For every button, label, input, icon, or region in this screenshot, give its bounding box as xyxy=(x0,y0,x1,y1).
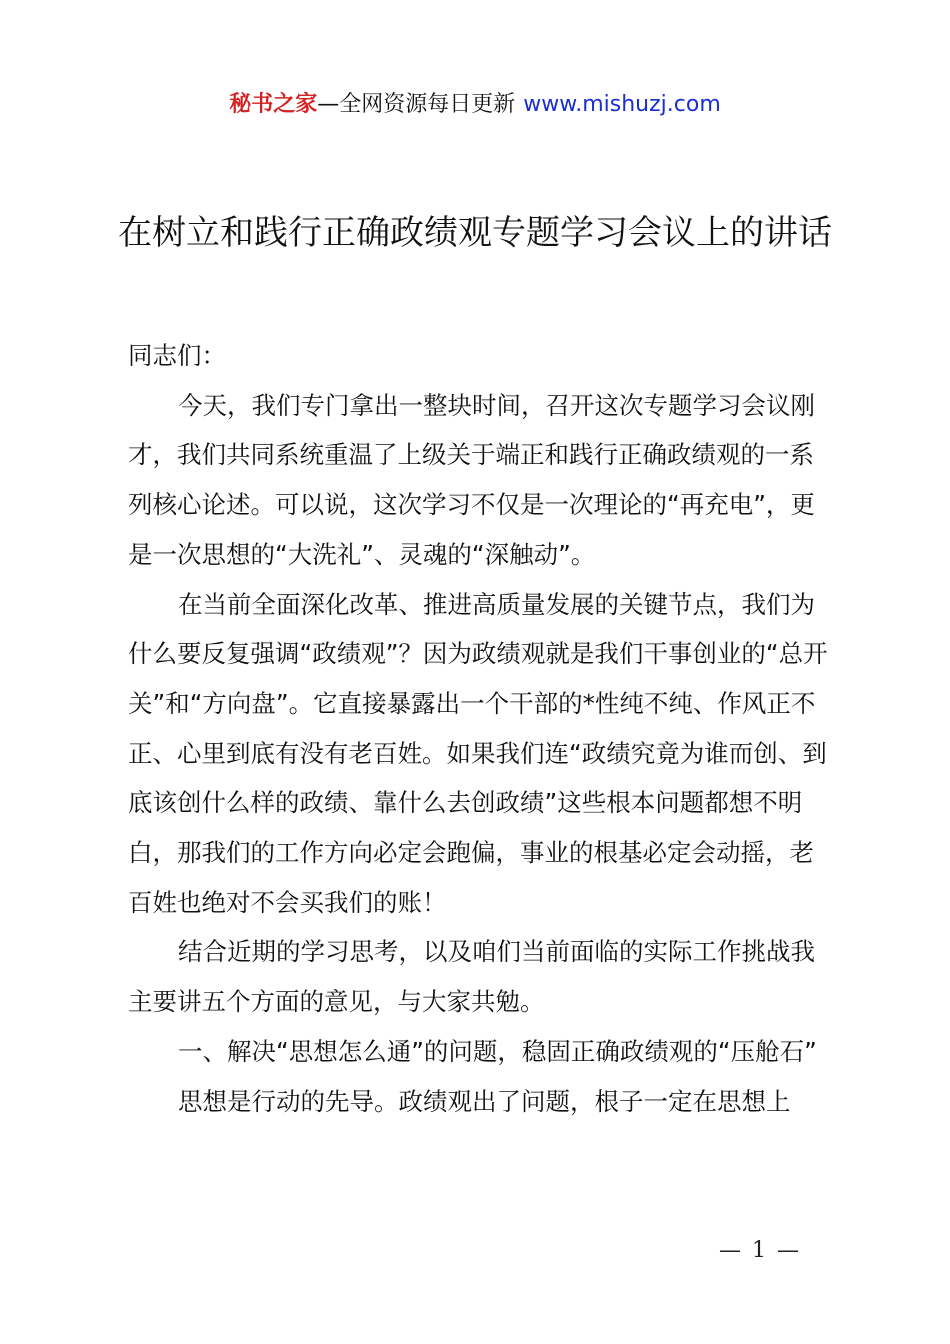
page-number: — 1 — xyxy=(719,1238,801,1263)
site-url-link[interactable]: www.mishuzj.com xyxy=(523,92,721,117)
brand-name: 秘书之家 xyxy=(229,92,318,117)
paragraph-2: 在当前全面深化改革、推进高质量发展的关键节点，我们为什么要反复强调“政绩观”？因为政绩观就是我们干事创业的“总开关”和“方向盘”。它直接暴露出一个干部的*性纯不纯、作风正不正、心里到底有没有老百姓。如果我们连“政绩究竟为谁而创、到底该创什么样的政绩、靠什么去创政绩”这些根本问题都想不明白，那我们的工作方向必定会跑偏，事业的根基必定会动摇，老百姓也绝对不会买我们的账！ xyxy=(128,589,828,917)
site-header xyxy=(0,88,950,122)
paragraph-4: 思想是行动的先导。政绩观出了问题，根子一定在思想上 xyxy=(178,1086,791,1116)
paragraph-1: 今天，我们专门拿出一整块时间，召开这次专题学习会议刚才，我们共同系统重温了上级关于端正和践行正确政绩观的一系列核心论述。可以说，这次学习不仅是一次理论的“再充电”，更是一次思想的“大洗礼”、灵魂的“深触动”。 xyxy=(128,390,815,569)
header-tagline: —全网资源每日更新 xyxy=(317,92,516,117)
document-body xyxy=(128,331,834,1126)
paragraph-3: 结合近期的学习思考，以及咱们当前面临的实际工作挑战我主要讲五个方面的意见，与大家共勉。 xyxy=(128,937,815,1017)
document-title: 在树立和践行正确政绩观专题学习会议上的讲话 xyxy=(118,212,832,253)
section-heading-1: 一、解决“思想怎么通”的问题，稳固正确政绩观的“压舱石” xyxy=(178,1036,817,1066)
greeting: 同志们： xyxy=(128,341,226,370)
